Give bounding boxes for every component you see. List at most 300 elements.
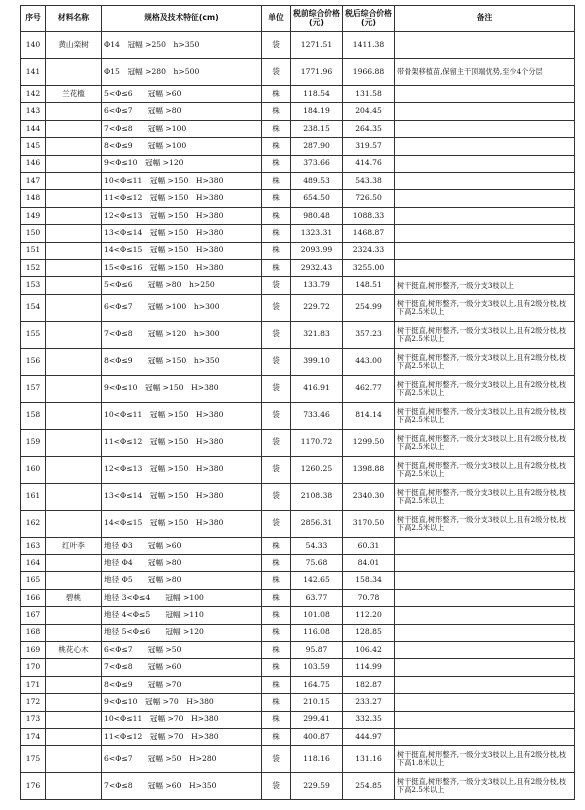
cell-note [395, 155, 575, 172]
cell-no: 172 [21, 694, 46, 711]
cell-unit: 株 [262, 86, 291, 103]
cell-spec: 10<Φ≤11 冠幅 >150 H>380 [102, 172, 262, 189]
cell-pre-tax-price: 1323.31 [291, 225, 343, 242]
table-row [21, 155, 575, 172]
cell-pre-tax-price: 2932.43 [291, 259, 343, 276]
cell-unit: 袋 [262, 32, 291, 59]
cell-no: 160 [21, 456, 46, 483]
cell-unit: 袋 [262, 429, 291, 456]
cell-unit: 株 [262, 642, 291, 659]
table-row [21, 537, 575, 554]
cell-spec: 5<Φ≤6 冠幅 >80 h>250 [102, 277, 262, 294]
cell-unit: 袋 [262, 277, 291, 294]
cell-unit: 株 [262, 676, 291, 693]
table-row [21, 572, 575, 589]
cell-spec: 地径 Φ4 冠幅 >80 [102, 555, 262, 572]
cell-no: 169 [21, 642, 46, 659]
cell-material-name [46, 120, 102, 137]
cell-material-name: 红叶李 [46, 537, 102, 554]
cell-spec: 12<Φ≤13 冠幅 >150 H>380 [102, 456, 262, 483]
cell-pre-tax-price: 210.15 [291, 694, 343, 711]
table-row [21, 59, 575, 86]
cell-post-tax-price: 1966.88 [343, 59, 395, 86]
table-row [21, 242, 575, 259]
cell-material-name: 桃花心木 [46, 642, 102, 659]
cell-no: 168 [21, 624, 46, 641]
cell-material-name [46, 572, 102, 589]
cell-unit: 株 [262, 259, 291, 276]
cell-note [395, 676, 575, 693]
header-post-tax-price: 税后综合价格(元) [343, 6, 395, 32]
cell-note: 树干挺直,树形整齐,一级分支3枝以上,且有2级分枝,枝下高2.5米以上 [395, 375, 575, 402]
table-row [21, 402, 575, 429]
cell-pre-tax-price: 654.50 [291, 190, 343, 207]
cell-note [395, 555, 575, 572]
cell-post-tax-price: 148.51 [343, 277, 395, 294]
header-no: 序号 [21, 6, 46, 32]
price-sheet [20, 5, 575, 800]
cell-post-tax-price: 233.27 [343, 694, 395, 711]
cell-material-name [46, 728, 102, 745]
cell-no: 170 [21, 659, 46, 676]
cell-spec: 9<Φ≤10 冠幅 >70 H>380 [102, 694, 262, 711]
cell-pre-tax-price: 63.77 [291, 589, 343, 606]
cell-spec: 5<Φ≤6 冠幅 >60 [102, 86, 262, 103]
table-row [21, 32, 575, 59]
cell-material-name [46, 348, 102, 375]
cell-unit: 株 [262, 555, 291, 572]
cell-post-tax-price: 2340.30 [343, 483, 395, 510]
table-row [21, 555, 575, 572]
cell-note [395, 589, 575, 606]
cell-no: 163 [21, 537, 46, 554]
table-row [21, 277, 575, 294]
cell-pre-tax-price: 95.87 [291, 642, 343, 659]
cell-no: 153 [21, 277, 46, 294]
cell-spec: 8<Φ≤9 冠幅 >150 h>350 [102, 348, 262, 375]
price-table [20, 5, 575, 800]
cell-pre-tax-price: 142.65 [291, 572, 343, 589]
cell-spec: 11<Φ≤12 冠幅 >70 H>380 [102, 728, 262, 745]
cell-unit: 株 [262, 659, 291, 676]
table-row [21, 259, 575, 276]
cell-material-name [46, 103, 102, 120]
cell-pre-tax-price: 416.91 [291, 375, 343, 402]
cell-note: 树干挺直,树形整齐,一级分支3枝以上,且有2级分枝,枝下高2.5米以上 [395, 402, 575, 429]
header-unit: 单位 [262, 6, 291, 32]
cell-spec: 8<Φ≤9 冠幅 >70 [102, 676, 262, 693]
cell-pre-tax-price: 229.59 [291, 773, 343, 800]
cell-pre-tax-price: 1260.25 [291, 456, 343, 483]
cell-post-tax-price: 254.85 [343, 773, 395, 800]
cell-pre-tax-price: 2093.99 [291, 242, 343, 259]
cell-pre-tax-price: 1771.96 [291, 59, 343, 86]
table-body [21, 32, 575, 800]
cell-no: 142 [21, 86, 46, 103]
cell-no: 161 [21, 483, 46, 510]
cell-pre-tax-price: 321.83 [291, 321, 343, 348]
table-row [21, 483, 575, 510]
cell-note [395, 711, 575, 728]
table-row [21, 746, 575, 773]
table-row [21, 321, 575, 348]
cell-material-name [46, 190, 102, 207]
cell-material-name [46, 624, 102, 641]
cell-no: 154 [21, 294, 46, 321]
table-row [21, 642, 575, 659]
cell-unit: 株 [262, 589, 291, 606]
table-row [21, 589, 575, 606]
cell-pre-tax-price: 980.48 [291, 207, 343, 224]
cell-spec: 7<Φ≤8 冠幅 >60 H>350 [102, 773, 262, 800]
cell-note [395, 86, 575, 103]
cell-no: 149 [21, 207, 46, 224]
cell-post-tax-price: 1299.50 [343, 429, 395, 456]
cell-material-name [46, 676, 102, 693]
cell-pre-tax-price: 133.79 [291, 277, 343, 294]
cell-post-tax-price: 814.14 [343, 402, 395, 429]
cell-material-name [46, 746, 102, 773]
cell-spec: 12<Φ≤13 冠幅 >150 H>380 [102, 207, 262, 224]
table-row [21, 120, 575, 137]
cell-post-tax-price: 3170.50 [343, 510, 395, 537]
cell-no: 171 [21, 676, 46, 693]
cell-no: 151 [21, 242, 46, 259]
cell-spec: 8<Φ≤9 冠幅 >100 [102, 138, 262, 155]
cell-unit: 袋 [262, 321, 291, 348]
cell-spec: 9<Φ≤10 冠幅 >150 H>380 [102, 375, 262, 402]
cell-post-tax-price: 357.23 [343, 321, 395, 348]
cell-post-tax-price: 444.97 [343, 728, 395, 745]
cell-material-name [46, 773, 102, 800]
cell-post-tax-price: 1468.87 [343, 225, 395, 242]
cell-note [395, 537, 575, 554]
cell-no: 148 [21, 190, 46, 207]
header-note: 备注 [395, 6, 575, 32]
table-row [21, 294, 575, 321]
cell-note: 树干挺直,树形整齐,一级分支3枝以上,且有2级分枝,枝下高2.5米以上 [395, 321, 575, 348]
cell-pre-tax-price: 373.66 [291, 155, 343, 172]
cell-no: 159 [21, 429, 46, 456]
cell-spec: 7<Φ≤8 冠幅 >60 [102, 659, 262, 676]
cell-material-name [46, 510, 102, 537]
cell-material-name: 黄山栾树 [46, 32, 102, 59]
cell-note [395, 120, 575, 137]
cell-no: 147 [21, 172, 46, 189]
cell-pre-tax-price: 118.16 [291, 746, 343, 773]
cell-post-tax-price: 70.78 [343, 589, 395, 606]
table-row [21, 86, 575, 103]
cell-unit: 株 [262, 624, 291, 641]
table-row [21, 190, 575, 207]
cell-material-name [46, 225, 102, 242]
cell-material-name [46, 242, 102, 259]
cell-post-tax-price: 112.20 [343, 607, 395, 624]
cell-note [395, 172, 575, 189]
cell-material-name [46, 555, 102, 572]
cell-no: 167 [21, 607, 46, 624]
cell-no: 156 [21, 348, 46, 375]
cell-no: 175 [21, 746, 46, 773]
cell-no: 141 [21, 59, 46, 86]
header-spec: 规格及技术特征(cm) [102, 6, 262, 32]
cell-spec: 地径 Φ5 冠幅 >80 [102, 572, 262, 589]
cell-spec: 7<Φ≤8 冠幅 >120 h>300 [102, 321, 262, 348]
cell-post-tax-price: 319.57 [343, 138, 395, 155]
cell-unit: 株 [262, 728, 291, 745]
cell-unit: 株 [262, 190, 291, 207]
cell-pre-tax-price: 400.87 [291, 728, 343, 745]
cell-unit: 株 [262, 103, 291, 120]
cell-material-name [46, 375, 102, 402]
cell-material-name [46, 138, 102, 155]
cell-post-tax-price: 60.31 [343, 537, 395, 554]
cell-post-tax-price: 3255.00 [343, 259, 395, 276]
cell-pre-tax-price: 238.15 [291, 120, 343, 137]
cell-note [395, 225, 575, 242]
cell-material-name [46, 172, 102, 189]
cell-pre-tax-price: 489.53 [291, 172, 343, 189]
table-row [21, 103, 575, 120]
cell-post-tax-price: 182.87 [343, 676, 395, 693]
table-row [21, 172, 575, 189]
cell-note [395, 624, 575, 641]
cell-note: 树干挺直,树形整齐,一级分支3枝以上,且有2级分枝,枝下高2.5米以上 [395, 348, 575, 375]
cell-no: 152 [21, 259, 46, 276]
cell-note [395, 259, 575, 276]
cell-no: 164 [21, 555, 46, 572]
cell-spec: 地径 3<Φ≤4 冠幅 >100 [102, 589, 262, 606]
cell-post-tax-price: 131.16 [343, 746, 395, 773]
cell-unit: 袋 [262, 483, 291, 510]
table-row [21, 659, 575, 676]
cell-unit: 袋 [262, 402, 291, 429]
cell-spec: 地径 5<Φ≤6 冠幅 >120 [102, 624, 262, 641]
cell-unit: 株 [262, 155, 291, 172]
cell-note [395, 607, 575, 624]
cell-no: 157 [21, 375, 46, 402]
cell-spec: 14<Φ≤15 冠幅 >150 H>380 [102, 242, 262, 259]
cell-material-name [46, 607, 102, 624]
cell-note [395, 728, 575, 745]
cell-pre-tax-price: 103.59 [291, 659, 343, 676]
cell-note [395, 642, 575, 659]
cell-pre-tax-price: 2856.31 [291, 510, 343, 537]
cell-spec: 11<Φ≤12 冠幅 >150 H>380 [102, 190, 262, 207]
cell-unit: 株 [262, 711, 291, 728]
cell-post-tax-price: 204.45 [343, 103, 395, 120]
cell-note: 树干挺直,树形整齐,一级分支3枝以上,且有2级分枝,枝下高2.5米以上 [395, 429, 575, 456]
table-row [21, 711, 575, 728]
cell-note: 树干挺直,树形整齐,一级分支3枝以上,且有2级分枝,枝下高2.5米以上 [395, 483, 575, 510]
cell-spec: 10<Φ≤11 冠幅 >70 H>380 [102, 711, 262, 728]
header-name: 材料名称 [46, 6, 102, 32]
cell-pre-tax-price: 184.19 [291, 103, 343, 120]
table-row [21, 607, 575, 624]
table-row [21, 429, 575, 456]
cell-unit: 株 [262, 537, 291, 554]
cell-spec: 地径 Φ3 冠幅 >60 [102, 537, 262, 554]
table-row [21, 510, 575, 537]
cell-pre-tax-price: 299.41 [291, 711, 343, 728]
cell-unit: 株 [262, 207, 291, 224]
cell-post-tax-price: 264.35 [343, 120, 395, 137]
cell-spec: 6<Φ≤7 冠幅 >100 h>300 [102, 294, 262, 321]
cell-pre-tax-price: 733.46 [291, 402, 343, 429]
cell-pre-tax-price: 229.72 [291, 294, 343, 321]
cell-no: 140 [21, 32, 46, 59]
cell-pre-tax-price: 54.33 [291, 537, 343, 554]
table-row [21, 456, 575, 483]
cell-post-tax-price: 543.38 [343, 172, 395, 189]
cell-pre-tax-price: 1170.72 [291, 429, 343, 456]
cell-pre-tax-price: 1271.51 [291, 32, 343, 59]
table-row [21, 225, 575, 242]
cell-no: 145 [21, 138, 46, 155]
cell-material-name [46, 155, 102, 172]
cell-spec: 9<Φ≤10 冠幅 >120 [102, 155, 262, 172]
cell-note [395, 103, 575, 120]
cell-material-name [46, 277, 102, 294]
table-row [21, 375, 575, 402]
cell-material-name [46, 402, 102, 429]
cell-unit: 株 [262, 172, 291, 189]
cell-spec: Φ14 冠幅 >250 h>350 [102, 32, 262, 59]
cell-note [395, 207, 575, 224]
cell-note: 树干挺直,树形整齐,一级分支3枝以上 [395, 277, 575, 294]
cell-no: 162 [21, 510, 46, 537]
cell-material-name [46, 659, 102, 676]
cell-post-tax-price: 128.85 [343, 624, 395, 641]
cell-material-name: 兰花槛 [46, 86, 102, 103]
cell-no: 176 [21, 773, 46, 800]
cell-post-tax-price: 131.58 [343, 86, 395, 103]
cell-no: 165 [21, 572, 46, 589]
table-row [21, 138, 575, 155]
cell-no: 155 [21, 321, 46, 348]
cell-note: 树干挺直,树形整齐,一级分支3枝以上,且有2级分枝,枝下高1.8米以上 [395, 746, 575, 773]
cell-unit: 袋 [262, 773, 291, 800]
cell-note [395, 190, 575, 207]
cell-post-tax-price: 414.76 [343, 155, 395, 172]
cell-unit: 株 [262, 138, 291, 155]
cell-pre-tax-price: 75.68 [291, 555, 343, 572]
cell-unit: 袋 [262, 59, 291, 86]
cell-unit: 株 [262, 607, 291, 624]
cell-material-name [46, 456, 102, 483]
cell-pre-tax-price: 287.90 [291, 138, 343, 155]
cell-material-name [46, 59, 102, 86]
cell-unit: 袋 [262, 375, 291, 402]
cell-note: 树干挺直,树形整齐,一级分支3枝以上,且有2级分枝,枝下高2.5米以上 [395, 510, 575, 537]
cell-spec: 15<Φ≤16 冠幅 >150 H>380 [102, 259, 262, 276]
cell-spec: 14<Φ≤15 冠幅 >150 H>380 [102, 510, 262, 537]
cell-unit: 株 [262, 242, 291, 259]
cell-note [395, 572, 575, 589]
cell-unit: 株 [262, 225, 291, 242]
cell-no: 146 [21, 155, 46, 172]
cell-spec: 6<Φ≤7 冠幅 >50 [102, 642, 262, 659]
cell-unit: 袋 [262, 510, 291, 537]
cell-post-tax-price: 84.01 [343, 555, 395, 572]
cell-spec: Φ15 冠幅 >280 h>500 [102, 59, 262, 86]
cell-pre-tax-price: 399.10 [291, 348, 343, 375]
cell-pre-tax-price: 164.75 [291, 676, 343, 693]
cell-post-tax-price: 106.42 [343, 642, 395, 659]
cell-no: 158 [21, 402, 46, 429]
cell-spec: 地径 4<Φ≤5 冠幅 >110 [102, 607, 262, 624]
cell-pre-tax-price: 101.08 [291, 607, 343, 624]
cell-note [395, 242, 575, 259]
cell-post-tax-price: 1088.33 [343, 207, 395, 224]
table-row [21, 728, 575, 745]
cell-note [395, 659, 575, 676]
cell-no: 144 [21, 120, 46, 137]
cell-unit: 袋 [262, 746, 291, 773]
table-row [21, 207, 575, 224]
cell-note [395, 32, 575, 59]
cell-note: 树干挺直,树形整齐,一级分支3枝以上,且有2级分枝,枝下高2.5米以上 [395, 294, 575, 321]
cell-no: 143 [21, 103, 46, 120]
cell-post-tax-price: 1411.38 [343, 32, 395, 59]
cell-unit: 株 [262, 694, 291, 711]
cell-no: 173 [21, 711, 46, 728]
table-row [21, 624, 575, 641]
cell-post-tax-price: 158.34 [343, 572, 395, 589]
header-pre-tax-price: 税前综合价格(元) [291, 6, 343, 32]
table-row [21, 348, 575, 375]
cell-unit: 袋 [262, 348, 291, 375]
cell-post-tax-price: 2324.33 [343, 242, 395, 259]
cell-no: 166 [21, 589, 46, 606]
table-row [21, 773, 575, 800]
cell-note [395, 138, 575, 155]
cell-pre-tax-price: 116.08 [291, 624, 343, 641]
cell-material-name: 碧桃 [46, 589, 102, 606]
cell-spec: 6<Φ≤7 冠幅 >80 [102, 103, 262, 120]
cell-post-tax-price: 254.99 [343, 294, 395, 321]
cell-spec: 6<Φ≤7 冠幅 >50 H>280 [102, 746, 262, 773]
cell-note: 树干挺直,树形整齐,一级分支3枝以上,且有2级分枝,枝下高2.5米以上 [395, 456, 575, 483]
cell-material-name [46, 483, 102, 510]
cell-post-tax-price: 114.99 [343, 659, 395, 676]
cell-spec: 13<Φ≤14 冠幅 >150 H>380 [102, 483, 262, 510]
cell-unit: 株 [262, 120, 291, 137]
cell-material-name [46, 207, 102, 224]
table-row [21, 676, 575, 693]
cell-spec: 11<Φ≤12 冠幅 >150 H>380 [102, 429, 262, 456]
cell-post-tax-price: 1398.88 [343, 456, 395, 483]
cell-material-name [46, 694, 102, 711]
cell-material-name [46, 429, 102, 456]
cell-note: 带骨架移植苗,保留主干顶端优势,至少4个分层 [395, 59, 575, 86]
cell-material-name [46, 294, 102, 321]
cell-post-tax-price: 443.00 [343, 348, 395, 375]
table-row [21, 694, 575, 711]
cell-post-tax-price: 332.35 [343, 711, 395, 728]
cell-spec: 7<Φ≤8 冠幅 >100 [102, 120, 262, 137]
cell-unit: 袋 [262, 294, 291, 321]
cell-note [395, 694, 575, 711]
cell-post-tax-price: 726.50 [343, 190, 395, 207]
table-header [21, 6, 575, 32]
cell-material-name [46, 259, 102, 276]
cell-pre-tax-price: 2108.38 [291, 483, 343, 510]
cell-material-name [46, 321, 102, 348]
cell-no: 150 [21, 225, 46, 242]
cell-spec: 10<Φ≤11 冠幅 >150 H>380 [102, 402, 262, 429]
cell-note: 树干挺直,树形整齐,一级分支3枝以上,且有2级分枝,枝下高2.5米以上 [395, 773, 575, 800]
